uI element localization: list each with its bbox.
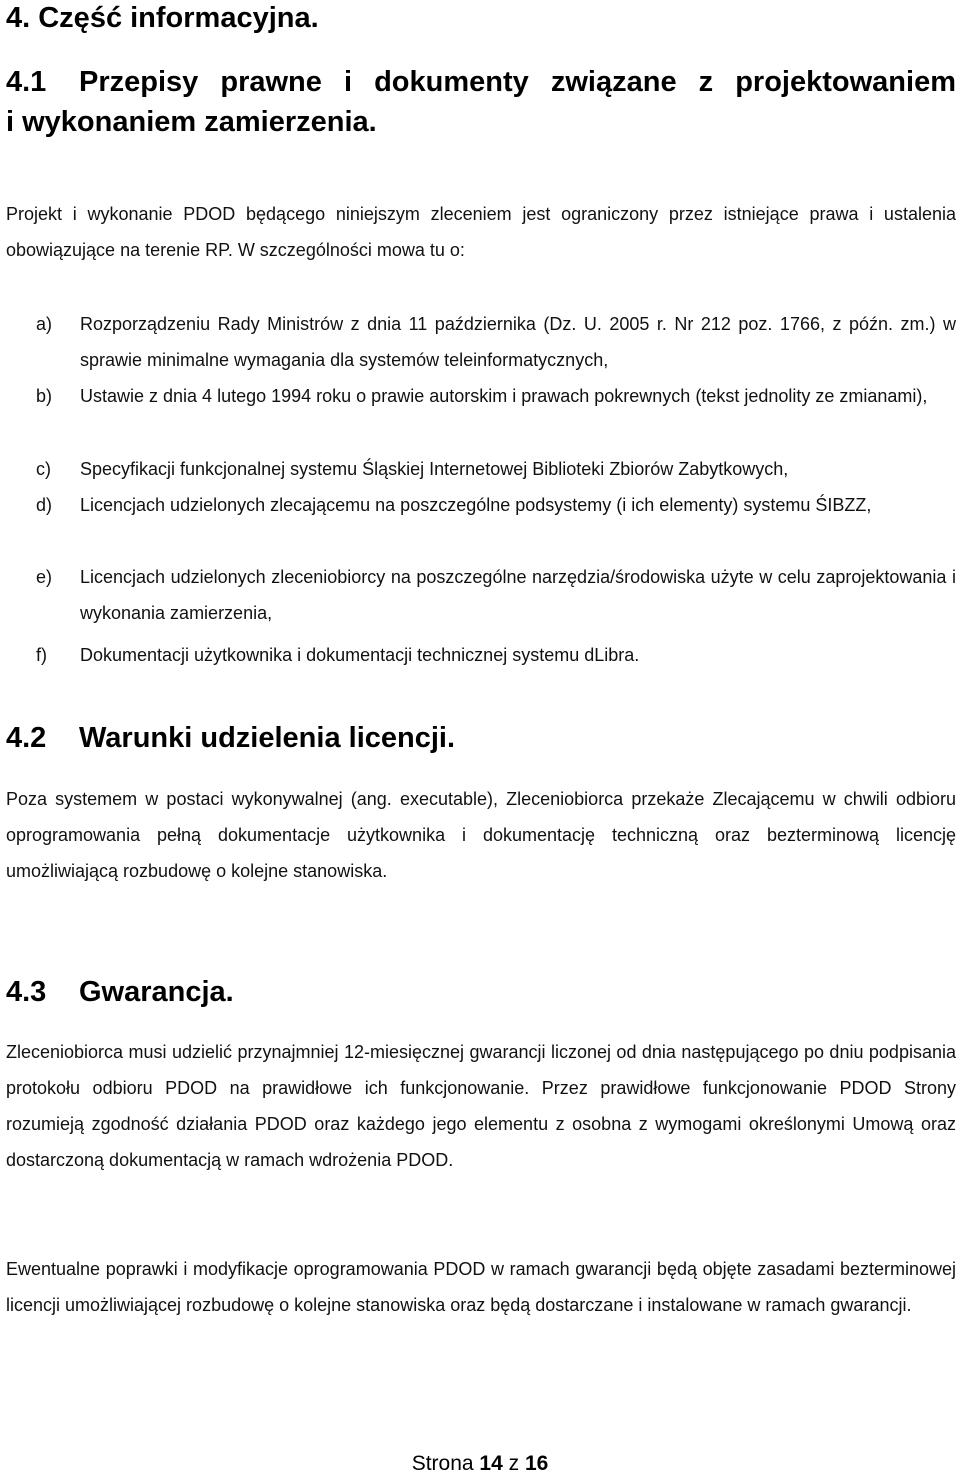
section-4-1-title-line2: i wykonaniem zamierzenia. — [6, 106, 377, 138]
section-4-2-title: Warunki udzielenia licencji. — [79, 722, 456, 754]
section-4-1-number: 4.1 — [6, 66, 47, 98]
list-item-text: Licencjach udzielonych zleceniobiorcy na poszczególne narzędzia/środowiska użyte w celu zaprojektowania i wykonania zamierzenia, — [80, 567, 956, 623]
list-item — [6, 559, 956, 631]
document-heading: 4. Część informacyjna. — [6, 2, 319, 34]
list-item — [6, 487, 956, 559]
list-item-text: Ustawie z dnia 4 lutego 1994 roku o prawie autorskim i prawach pokrewnych (tekst jednolity ze zmianami), — [80, 386, 928, 406]
section-4-2-paragraph: Poza systemem w postaci wykonywalnej (ang. executable), Zleceniobiorca przekaże Zlecającemu w chwili odbioru oprogramowania pełną dokumentacje użytkownika i dokumentację techniczną oraz bezterminową licencję umożliwiającą rozbudowę o kolejne stanowiska. — [6, 789, 956, 881]
section-4-1-title-line1: Przepisy prawne i dokumenty związane z projektowaniem — [79, 66, 956, 98]
footer-prefix: Strona — [411, 1452, 474, 1475]
section-4-2-number: 4.2 — [6, 722, 47, 754]
footer-page-number: 14 — [479, 1452, 503, 1475]
list-item-text: Licencjach udzielonych zlecającemu na poszczególne podsystemy (i ich elementy) systemu ŚIBZZ, — [80, 495, 872, 515]
list-item-label: e) — [36, 567, 53, 587]
list-item — [6, 637, 956, 673]
footer-total-pages: 16 — [524, 1452, 549, 1475]
list-item — [6, 306, 956, 378]
section-4-3-title: Gwarancja. — [79, 976, 234, 1008]
list-item-text: Rozporządzeniu Rady Ministrów z dnia 11 października (Dz. U. 2005 r. Nr 212 poz. 1766, z późn. zm.) w sprawie minimalne wymagania dla systemów teleinformatycznych, — [80, 314, 956, 370]
page-footer — [0, 1452, 960, 1476]
section-4-3-paragraph-1: Zleceniobiorca musi udzielić przynajmniej 12-miesięcznej gwarancji liczonej od dnia następującego po dniu podpisania protokołu odbioru PDOD na prawidłowe ich funkcjonowanie. Przez prawidłowe funkcjonowanie PDOD Strony rozumieją zgodność działania PDOD oraz każdego jego elementu z osobna z wymogami określonymi Umową oraz dostarczoną dokumentacją w ramach wdrożenia PDOD. — [6, 1042, 956, 1170]
list-item-label: b) — [36, 386, 53, 406]
list-item-label: a) — [36, 314, 53, 334]
list-item — [6, 451, 956, 487]
list-item — [6, 378, 956, 450]
list-item-text: Dokumentacji użytkownika i dokumentacji technicznej systemu dLibra. — [80, 645, 640, 665]
list-item-label: f) — [36, 645, 47, 665]
list-item-label: d) — [36, 495, 53, 515]
section-4-1-intro: Projekt i wykonanie PDOD będącego niniejszym zleceniem jest ograniczony przez istniejące prawa i ustalenia obowiązujące na terenie RP. W szczególności mowa tu o: — [6, 204, 956, 260]
footer-separator: z — [508, 1452, 520, 1475]
section-4-3-paragraph-2: Ewentualne poprawki i modyfikacje oprogramowania PDOD w ramach gwarancji będą objęte zasadami bezterminowej licencji umożliwiającej rozbudowę o kolejne stanowiska oraz będą dostarczane i instalowane w ramach gwarancji. — [6, 1259, 956, 1315]
section-4-3-number: 4.3 — [6, 976, 47, 1008]
list-item-label: c) — [36, 459, 51, 479]
list-item-text: Specyfikacji funkcjonalnej systemu Śląskiej Internetowej Biblioteki Zbiorów Zabytkowych, — [80, 459, 789, 479]
